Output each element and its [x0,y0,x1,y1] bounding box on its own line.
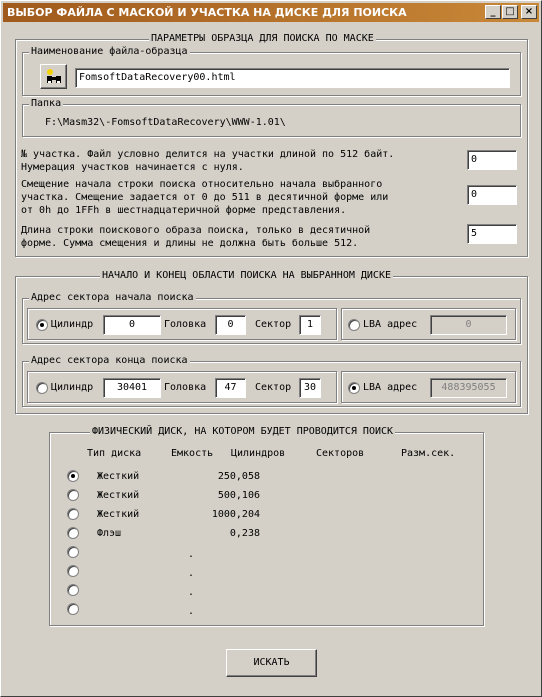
disk-capacity: 1000,204 [211,509,260,520]
start-sector-label: Сектор [255,319,292,330]
folder-label: Папка [31,98,62,109]
start-cylinder-input[interactable]: 0 [103,315,161,335]
end-lba-label: LBA адрес [363,382,418,393]
end-sector-input[interactable]: 30 [299,378,321,398]
start-head-label: Головка [164,319,207,330]
disk-row[interactable] [50,526,480,544]
column-header-sector-size: Разм.сек. [401,448,456,459]
offset-input[interactable]: 0 [467,185,517,205]
start-lba-panel [341,308,516,340]
section-description [21,148,394,174]
start-sector-title: Адрес сектора начала поиска [31,292,194,303]
disk-capacity: 500,106 [217,490,260,501]
offset-text-line: от 0h до 1FFh в шестнадцатеричной форме представления. [21,205,347,216]
start-chs-radio[interactable] [36,319,48,331]
disk-row[interactable] [50,507,480,525]
start-sector-input[interactable]: 1 [299,315,321,335]
end-cylinder-input[interactable]: 30401 [103,378,161,398]
end-chs-panel [27,371,337,403]
disk-type: Жесткий [97,509,140,520]
offset-text-line: участка. Смещение задается от 0 до 511 в десятичной форме или [21,192,389,203]
maximize-button[interactable] [502,5,518,19]
disk-capacity: 250,058 [217,471,260,482]
column-header-cylinders: Цилиндров [231,448,286,459]
window-title: ВЫБОР ФАЙЛА С МАСКОЙ И УЧАСТКА НА ДИСКЕ ДЛЯ ПОИСКА [7,6,407,19]
maximize-icon: □ [505,6,515,17]
browse-button[interactable] [40,64,67,89]
disk-type: Флэш [97,528,122,539]
close-button[interactable] [521,5,537,19]
end-sector-group [22,355,521,407]
physical-disk-group [49,426,484,626]
disk-capacity: . [188,549,195,560]
start-lba-radio[interactable] [348,319,360,331]
section-text-line: № участка. Файл условно делится на участки длиной по 512 байт. [21,149,395,160]
end-head-label: Головка [164,382,207,393]
end-lba-panel [341,371,516,403]
disk-type: Жесткий [97,471,140,482]
section-text-line: Нумерация участков начинается с нуля. [21,162,244,173]
start-lba-input[interactable]: 0 [430,315,507,335]
minimize-button[interactable] [485,5,501,19]
disk-row[interactable] [50,469,480,487]
close-icon: × [524,6,534,17]
disk-row[interactable] [50,488,480,506]
end-cylinder-label: Цилиндр [51,382,94,393]
start-lba-label: LBA адрес [363,319,418,330]
column-header-sectors: Секторов [316,448,365,459]
start-head-input[interactable]: 0 [215,315,246,335]
offset-description [21,178,388,217]
search-button[interactable]: ИСКАТЬ [226,649,317,677]
title-bar[interactable] [3,3,539,22]
offset-text-line: Смещение начала строки поиска относительно начала выбранного [21,179,383,190]
disk-select-radio[interactable] [67,489,79,501]
disk-capacity: . [188,568,195,579]
end-sector-title: Адрес сектора конца поиска [31,355,188,366]
sample-params-title: ПАРАМЕТРЫ ОБРАЗЦА ДЛЯ ПОИСКА ПО МАСКЕ [151,33,374,44]
disk-capacity: . [188,606,195,617]
disk-area-title: НАЧАЛО И КОНЕЦ ОБЛАСТИ ПОИСКА НА ВЫБРАННОМ ДИСКЕ [102,270,391,281]
filename-group [22,46,521,96]
title-bar-buttons [484,5,537,19]
start-chs-panel [27,308,337,340]
start-sector-group [22,292,521,344]
length-input[interactable]: 5 [467,224,517,244]
filename-label: Наименование файла-образца [31,46,188,57]
start-cylinder-label: Цилиндр [51,319,94,330]
physical-disk-title: ФИЗИЧЕСКИЙ ДИСК, НА КОТОРОМ БУДЕТ ПРОВОДИТСЯ ПОИСК [92,426,394,437]
disk-select-radio[interactable] [67,508,79,520]
binoculars-icon [44,68,64,86]
disk-row[interactable] [50,564,480,582]
end-head-input[interactable]: 47 [215,378,246,398]
column-header-type: Тип диска [87,448,142,459]
length-description [21,224,370,250]
section-number-input[interactable]: 0 [467,150,517,170]
disk-row[interactable] [50,602,480,620]
end-sector-label: Сектор [255,382,292,393]
disk-select-radio[interactable] [67,565,79,577]
filename-input[interactable]: FomsoftDataRecovery00.html [75,68,510,88]
folder-group [22,98,521,137]
disk-row[interactable] [50,583,480,601]
disk-select-radio[interactable] [67,584,79,596]
disk-capacity: 0,238 [229,528,260,539]
folder-path: F:\Masm32\-FomsoftDataRecovery\WWW-1.01\ [45,117,286,128]
end-lba-radio[interactable] [348,382,360,394]
disk-select-radio[interactable] [67,527,79,539]
disk-row[interactable] [50,545,480,563]
end-chs-radio[interactable] [36,382,48,394]
disk-select-radio[interactable] [67,603,79,615]
disk-capacity: . [188,587,195,598]
length-text-line: форме. Сумма смещения и длины не должна быть больше 512. [21,238,359,249]
column-header-capacity: Емкость [171,448,214,459]
disk-area-group [15,270,528,414]
minimize-icon: _ [490,6,496,17]
length-text-line: Длина строки поискового образа поиска, только в десятичной [21,225,371,236]
disk-select-radio[interactable] [67,546,79,558]
disk-type: Жесткий [97,490,140,501]
sample-params-group [15,33,528,257]
disk-select-radio[interactable] [67,470,79,482]
end-lba-input[interactable]: 488395055 [430,378,507,398]
